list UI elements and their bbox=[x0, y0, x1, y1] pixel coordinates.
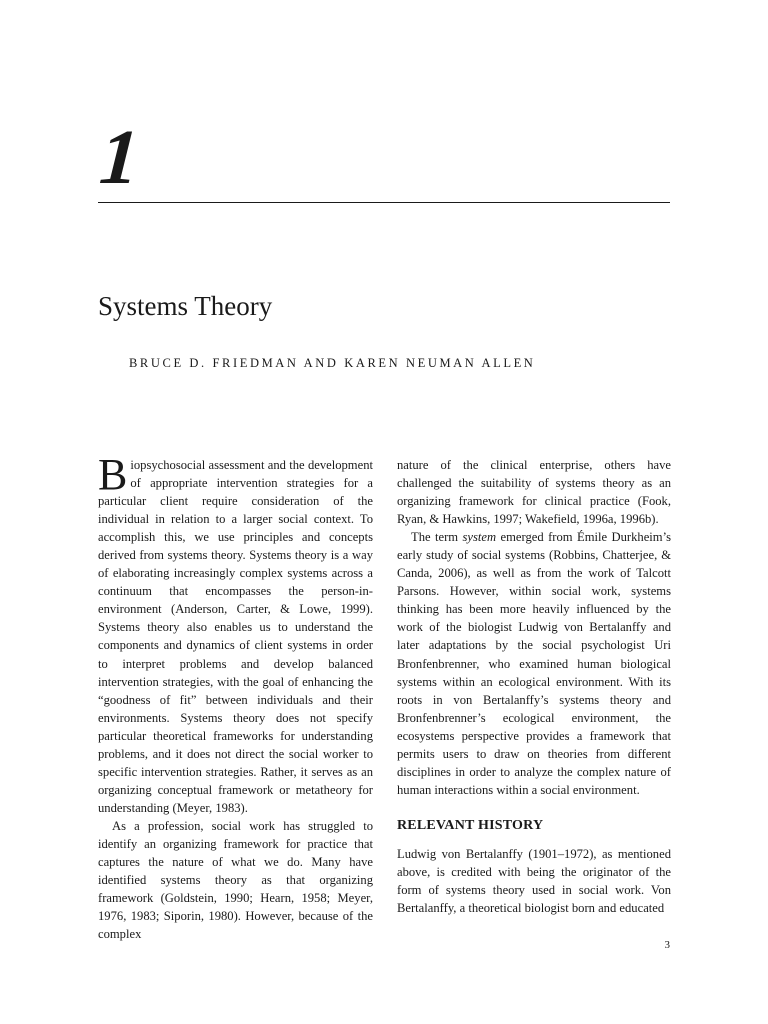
drop-cap: B bbox=[98, 450, 128, 499]
chapter-rule bbox=[98, 202, 670, 203]
emphasis-system: system bbox=[462, 530, 497, 545]
paragraph-term-text-before: The term bbox=[411, 530, 463, 545]
chapter-number: 1 bbox=[96, 113, 143, 200]
paragraph-history: Ludwig von Bertalanffy (1901–1972), as mentioned above, is credited with being the originator of the form of systems theory used in social work. Von Bertalanffy, a theoretical biologist born and educated bbox=[397, 846, 671, 916]
right-column bbox=[397, 456, 671, 917]
chapter-authors: BRUCE D. FRIEDMAN AND KAREN NEUMAN ALLEN bbox=[129, 356, 536, 370]
paragraph-term-system bbox=[397, 528, 671, 799]
left-column bbox=[98, 450, 373, 943]
page-number: 3 bbox=[664, 939, 670, 951]
paragraph-intro bbox=[98, 450, 373, 817]
chapter-title: Systems Theory bbox=[98, 291, 273, 321]
section-heading: RELEVANT HISTORY bbox=[397, 817, 544, 833]
paragraph-term-text-after: emerged from Émile Durkheim’s early study of social systems (Robbins, Chatterjee, & Canda, 2006), as well as from the work of Talcott Parsons. However, within social work, systems thinking has been more heavily influenced by the work of the biologist Ludwig von Bertalanffy and later adaptations by the social psychologist Uri Bronfenbrenner, who examined human biological systems within an ecological environment. With its roots in von Bertalanffy’s systems theory and Bronfenbrenner’s ecological environment, the ecosystems perspective provides a framework that permits users to draw on theories from different disciplines in order to analyze the complex nature of human interactions within a social environment. bbox=[397, 530, 671, 797]
paragraph-profession: As a profession, social work has struggled to identify an organizing framework for practice that captures the nature of what we do. Many have identified systems theory as that organizing framework (Goldstein, 1990; Hearn, 1958; Meyer, 1976, 1983; Siporin, 1980). However, because of the complex bbox=[98, 818, 373, 942]
paragraph-profession-continued: nature of the clinical enterprise, others have challenged the suitability of systems theory as an organizing framework for clinical practice (Fook, Ryan, & Hawkins, 1997; Wakefield, 1996a, 1996b). bbox=[397, 458, 671, 527]
paragraph-intro-text: iopsychosocial assessment and the development of appropriate intervention strategies for a particular client require consideration of the individual in relation to a larger social context. To accomplish this, we use principles and concepts derived from systems theory. Systems theory is a way of elaborating increasingly complex systems across a continuum that encompasses the person-in-environment (Anderson, Carter, & Lowe, 1999). Systems theory also enables us to understand the components and dynamics of client systems in order to interpret problems and develop balanced intervention strategies, with the goal of enhancing the “goodness of fit” between individuals and their environments. Systems theory does not specify particular theoretical frameworks for understanding problems, and it does not direct the social worker to specific intervention strategies. Rather, it serves as an organizing conceptual framework or metatheory for understanding (Meyer, 1983). bbox=[98, 458, 373, 815]
